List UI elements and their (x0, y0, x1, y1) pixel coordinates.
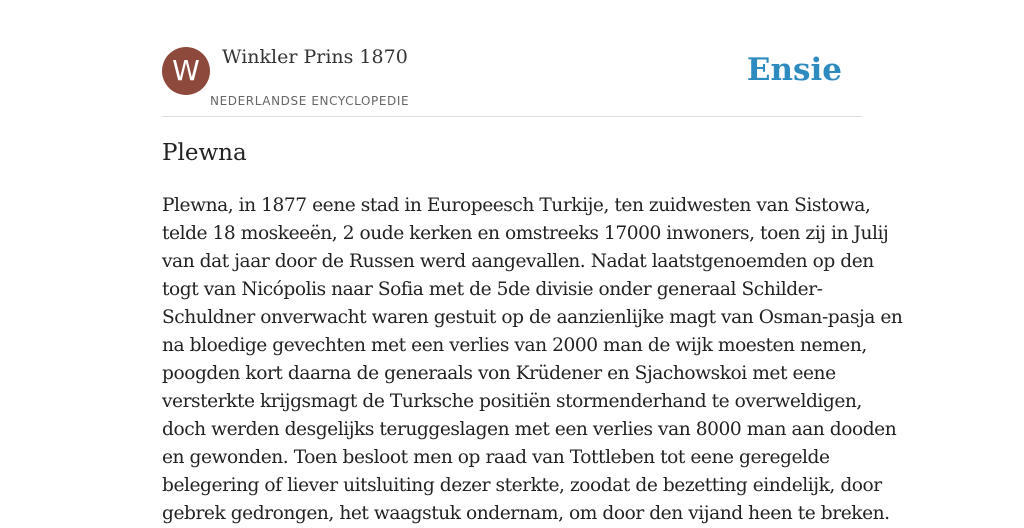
entry-card (162, 0, 903, 524)
article-line: poogden kort daarna de generaals von Krüdener en Sjachowskoi met eene (162, 363, 836, 384)
article-body (162, 192, 903, 528)
ensie-logo[interactable]: Ensie (746, 52, 842, 88)
source-avatar[interactable]: W (162, 47, 210, 95)
article-line: telde 18 moskeeën, 2 oude kerken en omstreeks 17000 inwoners, toen zij in Julij (162, 223, 889, 244)
article-line: na bloedige gevechten met een verlies van 2000 man de wijk moesten nemen, (162, 335, 867, 356)
article-line: Plewna, in 1877 eene stad in Europeesch Turkije, ten zuidwesten van Sistowa, (162, 195, 871, 216)
article-line: belegering of liever uitsluiting dezer sterkte, zoodat de bezetting eindelijk, door (162, 475, 882, 496)
article-line: gebrek gedrongen, het waagstuk ondernam, om door den vijand heen te breken. (162, 503, 890, 524)
article-line: togt van Nicópolis naar Sofia met de 5de divisie onder generaal Schilder- (162, 279, 823, 300)
article-title: Plewna (162, 140, 247, 166)
article-line: doch werden desgelijks teruggeslagen met een verlies van 8000 man aan dooden (162, 419, 897, 440)
entry-header (162, 0, 862, 117)
article-line: en gewonden. Toen besloot men op raad van Tottleben tot eene geregelde (162, 447, 830, 468)
source-subtitle: NEDERLANDSE ENCYCLOPEDIE (210, 94, 410, 108)
article-line: versterkte krijgsmagt de Turksche positiën stormenderhand te overweldigen, (162, 391, 862, 412)
article-line: van dat jaar door de Russen werd aangevallen. Nadat laatstgenoemden op den (162, 251, 874, 272)
article-line: Schuldner onverwacht waren gestuit op de aanzienlijke magt van Osman-pasja en (162, 307, 903, 328)
source-title[interactable]: Winkler Prins 1870 (222, 46, 408, 68)
